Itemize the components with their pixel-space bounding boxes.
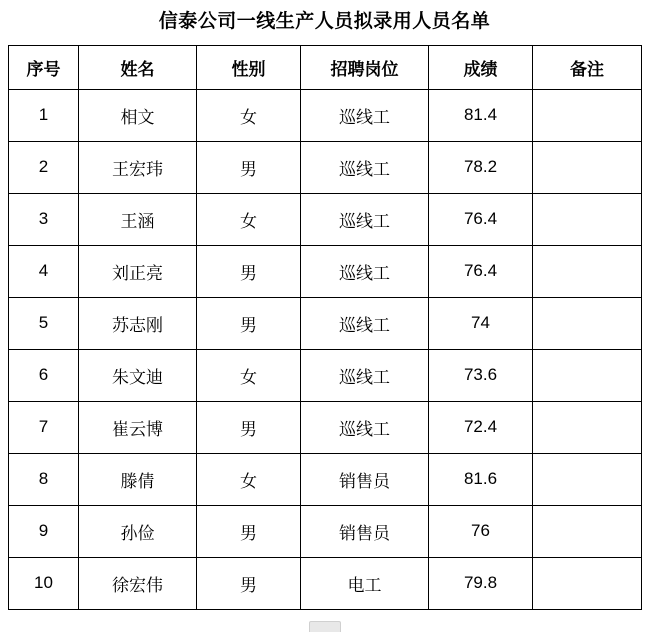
cell-post: 销售员: [301, 505, 429, 557]
cell-score: 72.4: [429, 401, 533, 453]
cell-name: 王涵: [79, 193, 197, 245]
cell-remark: [533, 193, 642, 245]
cell-score: 76.4: [429, 193, 533, 245]
cell-score: 74: [429, 297, 533, 349]
table-row: [9, 557, 642, 609]
cell-post: 巡线工: [301, 89, 429, 141]
cell-post: 巡线工: [301, 401, 429, 453]
cell-post: 巡线工: [301, 297, 429, 349]
cell-name: 滕倩: [79, 453, 197, 505]
table-row: [9, 89, 642, 141]
cell-post: 巡线工: [301, 141, 429, 193]
cell-post: 巡线工: [301, 245, 429, 297]
cell-gender: 女: [197, 349, 301, 401]
cell-remark: [533, 557, 642, 609]
table-row: [9, 349, 642, 401]
cell-post: 巡线工: [301, 193, 429, 245]
table-row: [9, 245, 642, 297]
cell-remark: [533, 453, 642, 505]
cell-gender: 男: [197, 401, 301, 453]
cell-score: 73.6: [429, 349, 533, 401]
cell-score: 76.4: [429, 245, 533, 297]
cell-name: 崔云博: [79, 401, 197, 453]
column-header-post: 招聘岗位: [301, 45, 429, 89]
cell-score: 76: [429, 505, 533, 557]
cell-score: 81.6: [429, 453, 533, 505]
cell-seq: 4: [9, 245, 79, 297]
cell-seq: 7: [9, 401, 79, 453]
cell-remark: [533, 245, 642, 297]
cell-seq: 3: [9, 193, 79, 245]
cell-seq: 6: [9, 349, 79, 401]
column-header-name: 姓名: [79, 45, 197, 89]
cell-gender: 女: [197, 89, 301, 141]
cell-gender: 男: [197, 557, 301, 609]
cell-name: 朱文迪: [79, 349, 197, 401]
table-row: [9, 141, 642, 193]
table-body: [9, 89, 642, 609]
table-row: [9, 505, 642, 557]
cell-gender: 女: [197, 453, 301, 505]
table-row: [9, 297, 642, 349]
table-header: [9, 45, 642, 89]
cell-seq: 1: [9, 89, 79, 141]
column-header-seq: 序号: [9, 45, 79, 89]
cell-gender: 男: [197, 141, 301, 193]
cell-score: 81.4: [429, 89, 533, 141]
scroll-indicator[interactable]: [309, 621, 341, 632]
cell-seq: 9: [9, 505, 79, 557]
cell-name: 王宏玮: [79, 141, 197, 193]
cell-post: 巡线工: [301, 349, 429, 401]
cell-remark: [533, 505, 642, 557]
table-header-row: [9, 45, 642, 89]
roster-table-container: [0, 45, 649, 610]
cell-remark: [533, 297, 642, 349]
cell-remark: [533, 89, 642, 141]
cell-remark: [533, 349, 642, 401]
cell-name: 孙俭: [79, 505, 197, 557]
cell-score: 79.8: [429, 557, 533, 609]
cell-remark: [533, 141, 642, 193]
cell-seq: 8: [9, 453, 79, 505]
column-header-remark: 备注: [533, 45, 642, 89]
column-header-score: 成绩: [429, 45, 533, 89]
cell-name: 相文: [79, 89, 197, 141]
cell-seq: 2: [9, 141, 79, 193]
roster-table: [8, 45, 642, 610]
cell-name: 苏志刚: [79, 297, 197, 349]
cell-name: 刘正亮: [79, 245, 197, 297]
cell-seq: 10: [9, 557, 79, 609]
table-row: [9, 193, 642, 245]
table-row: [9, 453, 642, 505]
cell-gender: 男: [197, 505, 301, 557]
cell-gender: 女: [197, 193, 301, 245]
column-header-gender: 性别: [197, 45, 301, 89]
cell-seq: 5: [9, 297, 79, 349]
table-row: [9, 401, 642, 453]
cell-post: 销售员: [301, 453, 429, 505]
cell-name: 徐宏伟: [79, 557, 197, 609]
cell-gender: 男: [197, 297, 301, 349]
cell-remark: [533, 401, 642, 453]
cell-gender: 男: [197, 245, 301, 297]
cell-post: 电工: [301, 557, 429, 609]
cell-score: 78.2: [429, 141, 533, 193]
page-title: 信泰公司一线生产人员拟录用人员名单: [158, 11, 491, 32]
